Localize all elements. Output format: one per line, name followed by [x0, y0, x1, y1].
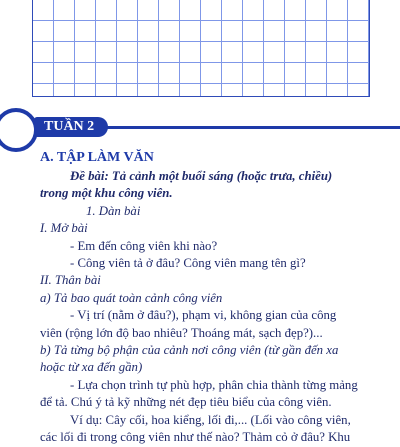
week-tag: TUẦN 2 — [34, 117, 108, 137]
part2-a-title: a) Tả bao quát toàn cảnh công viên — [40, 290, 223, 305]
part2-b-line: Ví dụ: Cây cối, hoa kiểng, lối đi,... (Lối vào công viên, — [70, 412, 351, 427]
week-circle-icon — [0, 108, 38, 152]
topic-line-2: trong một khu công viên. — [40, 186, 173, 201]
part2-a-line: viên (rộng lớn độ bao nhiêu? Thoáng mát, sạch đẹp?)... — [40, 325, 323, 340]
outline-heading: 1. Dàn bài — [86, 203, 141, 218]
topic-label: Đề bài: — [70, 169, 109, 183]
part2-b-line: - Lựa chọn trình tự phù hợp, phân chia thành từng mảng — [70, 377, 358, 392]
writing-grid — [32, 0, 370, 97]
topic-line-1 — [40, 168, 390, 185]
part1-title: I. Mở bài — [40, 221, 88, 236]
part2-b-title: b) Tả từng bộ phận của cảnh nơi công viên (từ gần đến xa — [40, 343, 339, 358]
part2-a-line: - Vị trí (nằm ở đâu?), phạm vi, không gian của công — [70, 308, 337, 323]
section-title: A. TẬP LÀM VĂN — [40, 150, 154, 165]
part1-item: - Công viên tả ở đâu? Công viên mang tên gì? — [70, 256, 306, 271]
part2-b-title: hoặc từ xa đến gần) — [40, 360, 143, 375]
part2-b-line: các lối đi trong công viên như thế nào? Thảm cỏ ở đâu? Khu — [40, 430, 351, 445]
lesson-content — [40, 148, 390, 447]
topic-text-1: Tả cảnh một buổi sáng (hoặc trưa, chiều) — [108, 169, 333, 183]
part2-b-line: để tả. Chú ý tả kỹ những nét đẹp tiêu biểu của công viên. — [40, 395, 332, 410]
part2-title: II. Thân bài — [40, 273, 101, 288]
part1-item: - Em đến công viên khi nào? — [70, 238, 218, 253]
